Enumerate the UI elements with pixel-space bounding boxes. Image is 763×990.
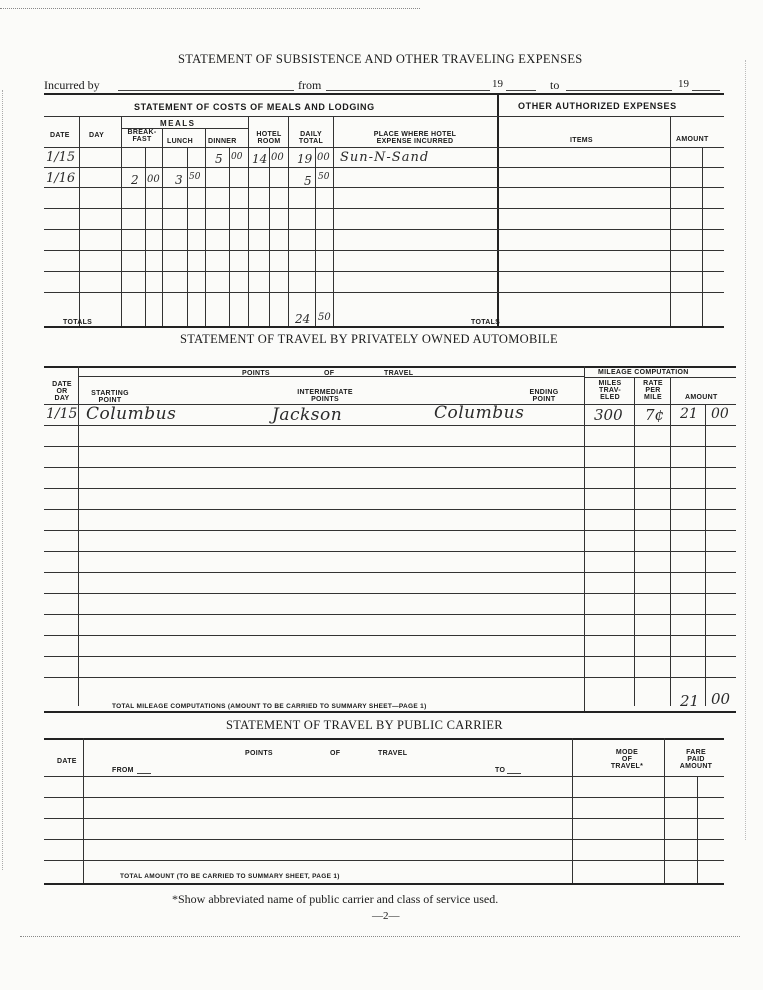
col-daily-total: DAILY TOTAL: [298, 131, 324, 145]
auto-row-1-start[interactable]: Columbus: [86, 404, 177, 424]
col-place: PLACE WHERE HOTEL EXPENSE INCURRED: [373, 131, 457, 145]
carrier-row-line: [44, 818, 724, 819]
carrier-header-bottom: [44, 776, 724, 777]
carrier-bottom-border: [44, 883, 724, 885]
vline: [145, 147, 146, 327]
meals-row-1-hotel-cents[interactable]: 00: [271, 152, 284, 163]
auto-row-1-miles[interactable]: 300: [594, 406, 623, 424]
carrier-row-line: [44, 797, 724, 798]
vline: [79, 116, 80, 327]
auto-col-ending: ENDING POINT: [529, 389, 559, 403]
auto-row-line: [44, 614, 736, 615]
meals-row-1-dinner-cents[interactable]: 00: [231, 152, 243, 162]
meals-row-2-breakfast-cents[interactable]: 00: [147, 174, 160, 185]
carrier-top-border: [44, 738, 724, 740]
meals-row-2-breakfast-dollars[interactable]: 2: [131, 173, 139, 187]
auto-col-miles: MILES TRAV- ELED: [598, 380, 622, 401]
auto-row-1-rate[interactable]: 7¢: [645, 406, 665, 424]
auto-row-line: [44, 488, 736, 489]
vline: [83, 738, 84, 883]
footnote: *Show abbreviated name of public carrier and class of service used.: [172, 892, 499, 906]
auto-total-cents[interactable]: 00: [711, 690, 731, 708]
meals-row-2-total-dollars[interactable]: 5: [304, 174, 312, 188]
carrier-col-mode: MODE OF TRAVEL*: [610, 749, 644, 770]
vline: [670, 116, 671, 327]
auto-col-date: DATE OR DAY: [52, 381, 72, 402]
carrier-from-line[interactable]: [137, 773, 151, 774]
auto-row-line: [44, 572, 736, 573]
vline: [572, 738, 573, 883]
meals-row-2-lunch-dollars[interactable]: 3: [175, 173, 183, 187]
other-expenses-title: OTHER AUTHORIZED EXPENSES: [518, 101, 677, 111]
col-lunch: LUNCH: [167, 138, 193, 145]
carrier-of-label: OF: [330, 750, 341, 757]
auto-row-line: [44, 509, 736, 510]
vline: [333, 116, 334, 327]
col-hotel: HOTEL ROOM: [256, 131, 282, 145]
auto-row-line: [44, 467, 736, 468]
col-amount: AMOUNT: [676, 136, 709, 143]
year-line-2[interactable]: [692, 90, 720, 91]
from-label: from: [298, 78, 322, 92]
carrier-row-line: [44, 860, 724, 861]
vline: [315, 147, 316, 327]
vline: [205, 128, 206, 327]
carrier-to-label: TO: [495, 767, 506, 774]
vline: [697, 776, 698, 883]
from-line[interactable]: [326, 90, 490, 91]
scan-edge: [20, 936, 740, 937]
carrier-section-title: STATEMENT OF TRAVEL BY PUBLIC CARRIER: [226, 718, 503, 732]
carrier-points-label: POINTS: [245, 750, 273, 757]
carrier-row-line: [44, 839, 724, 840]
year-line-1[interactable]: [506, 90, 536, 91]
col-dinner: DINNER: [208, 138, 237, 145]
incurred-by-label: Incurred by: [44, 78, 100, 92]
vline: [78, 366, 79, 706]
meals-row-2-date[interactable]: 1/16: [46, 171, 76, 186]
vline: [702, 147, 703, 327]
carrier-from-label: FROM: [112, 767, 134, 774]
meals-grand-total-dollars[interactable]: 24: [295, 312, 311, 326]
auto-points-line: [78, 376, 584, 377]
auto-row-1-intermediate[interactable]: Jackson: [272, 405, 343, 425]
carrier-col-fare: FARE PAID AMOUNT: [679, 749, 713, 770]
meals-grand-total-cents[interactable]: 50: [318, 312, 331, 323]
form-title: STATEMENT OF SUBSISTENCE AND OTHER TRAVELING EXPENSES: [178, 52, 583, 66]
year-label-1: 19: [492, 78, 503, 90]
vline: [664, 738, 665, 883]
auto-row-1-amount-dollars[interactable]: 21: [680, 406, 698, 422]
vline: [248, 116, 249, 327]
vline: [162, 128, 163, 327]
year-label-2: 19: [678, 78, 689, 90]
vline: [229, 147, 230, 327]
vline: [121, 116, 122, 327]
col-day: DAY: [89, 132, 105, 139]
vline: [288, 116, 289, 327]
col-items: ITEMS: [570, 137, 593, 144]
auto-section-title: STATEMENT OF TRAVEL BY PRIVATELY OWNED AUTOMOBILE: [180, 332, 558, 346]
vline: [584, 366, 585, 712]
auto-row-line: [44, 551, 736, 552]
auto-total-label: TOTAL MILEAGE COMPUTATIONS (AMOUNT TO BE CARRIED TO SUMMARY SHEET—PAGE 1): [112, 703, 427, 710]
meals-row-line: [44, 167, 724, 168]
to-label: to: [550, 78, 560, 92]
carrier-to-line[interactable]: [507, 773, 521, 774]
carrier-travel-label: TRAVEL: [378, 750, 408, 757]
meals-row-1-hotel-dollars[interactable]: 14: [252, 152, 268, 166]
auto-row-line: [44, 446, 736, 447]
meals-row-1-date[interactable]: 1/15: [46, 150, 76, 165]
meals-row-2-total-cents[interactable]: 50: [318, 172, 330, 182]
meals-row-1-dinner-dollars[interactable]: 5: [215, 152, 223, 166]
meals-row-1-total-cents[interactable]: 00: [317, 152, 330, 163]
carrier-col-date: DATE: [57, 758, 77, 765]
auto-row-line: [44, 656, 736, 657]
to-line[interactable]: [566, 90, 672, 91]
totals-label-left: TOTALS: [63, 319, 93, 326]
vline: [187, 147, 188, 327]
meals-row-1-total-dollars[interactable]: 19: [297, 152, 313, 166]
auto-row-line: [44, 425, 736, 426]
meals-label: MEALS: [160, 119, 196, 128]
auto-row-1-amount-cents[interactable]: 00: [711, 406, 729, 422]
auto-bottom-border: [44, 711, 736, 713]
scan-edge: [0, 8, 420, 9]
meals-row-1-place[interactable]: Sun-N-Sand: [340, 150, 430, 165]
meals-row-2-lunch-cents[interactable]: 50: [189, 172, 201, 182]
page-number: —2—: [372, 910, 400, 922]
auto-row-1-date[interactable]: 1/15: [46, 406, 78, 422]
auto-row-line: [44, 593, 736, 594]
carrier-total-label: TOTAL AMOUNT (TO BE CARRIED TO SUMMARY SHEET, PAGE 1): [120, 873, 340, 880]
auto-col-amount: AMOUNT: [685, 394, 718, 401]
meals-header-bottom: [44, 147, 724, 148]
auto-top-border: [44, 366, 736, 368]
col-date: DATE: [50, 132, 70, 139]
auto-travel-label: TRAVEL: [384, 370, 414, 377]
meals-sub-border: [44, 116, 724, 117]
auto-row-line: [44, 635, 736, 636]
auto-col-intermediate: INTERMEDIATE POINTS: [297, 389, 353, 403]
meals-row-line: [44, 271, 724, 272]
auto-of-label: OF: [324, 370, 335, 377]
meals-top-border: [44, 93, 724, 95]
auto-row-1-end[interactable]: Columbus: [434, 403, 525, 423]
meals-row-line: [44, 250, 724, 251]
auto-col-starting: STARTING POINT: [91, 390, 129, 404]
meals-bottom-border: [44, 326, 724, 328]
meals-section-title: STATEMENT OF COSTS OF MEALS AND LODGING: [134, 102, 375, 112]
auto-col-rate: RATE PER MILE: [643, 380, 663, 401]
auto-row-line: [44, 530, 736, 531]
meals-row-line: [44, 208, 724, 209]
incurred-by-line[interactable]: [118, 90, 294, 91]
col-breakfast: BREAK- FAST: [127, 129, 157, 143]
auto-total-dollars[interactable]: 21: [680, 692, 700, 710]
mileage-computation-title: MILEAGE COMPUTATION: [598, 369, 689, 376]
scan-edge: [745, 60, 746, 840]
vline: [269, 147, 270, 327]
auto-row-line: [44, 677, 736, 678]
mileage-title-line: [584, 377, 736, 378]
vline: [705, 404, 706, 706]
meals-row-line: [44, 292, 724, 293]
meals-row-line: [44, 187, 724, 188]
meals-row-line: [44, 229, 724, 230]
scan-edge: [2, 90, 3, 870]
auto-points-label: POINTS: [242, 370, 270, 377]
totals-label-right: TOTALS: [471, 319, 501, 326]
